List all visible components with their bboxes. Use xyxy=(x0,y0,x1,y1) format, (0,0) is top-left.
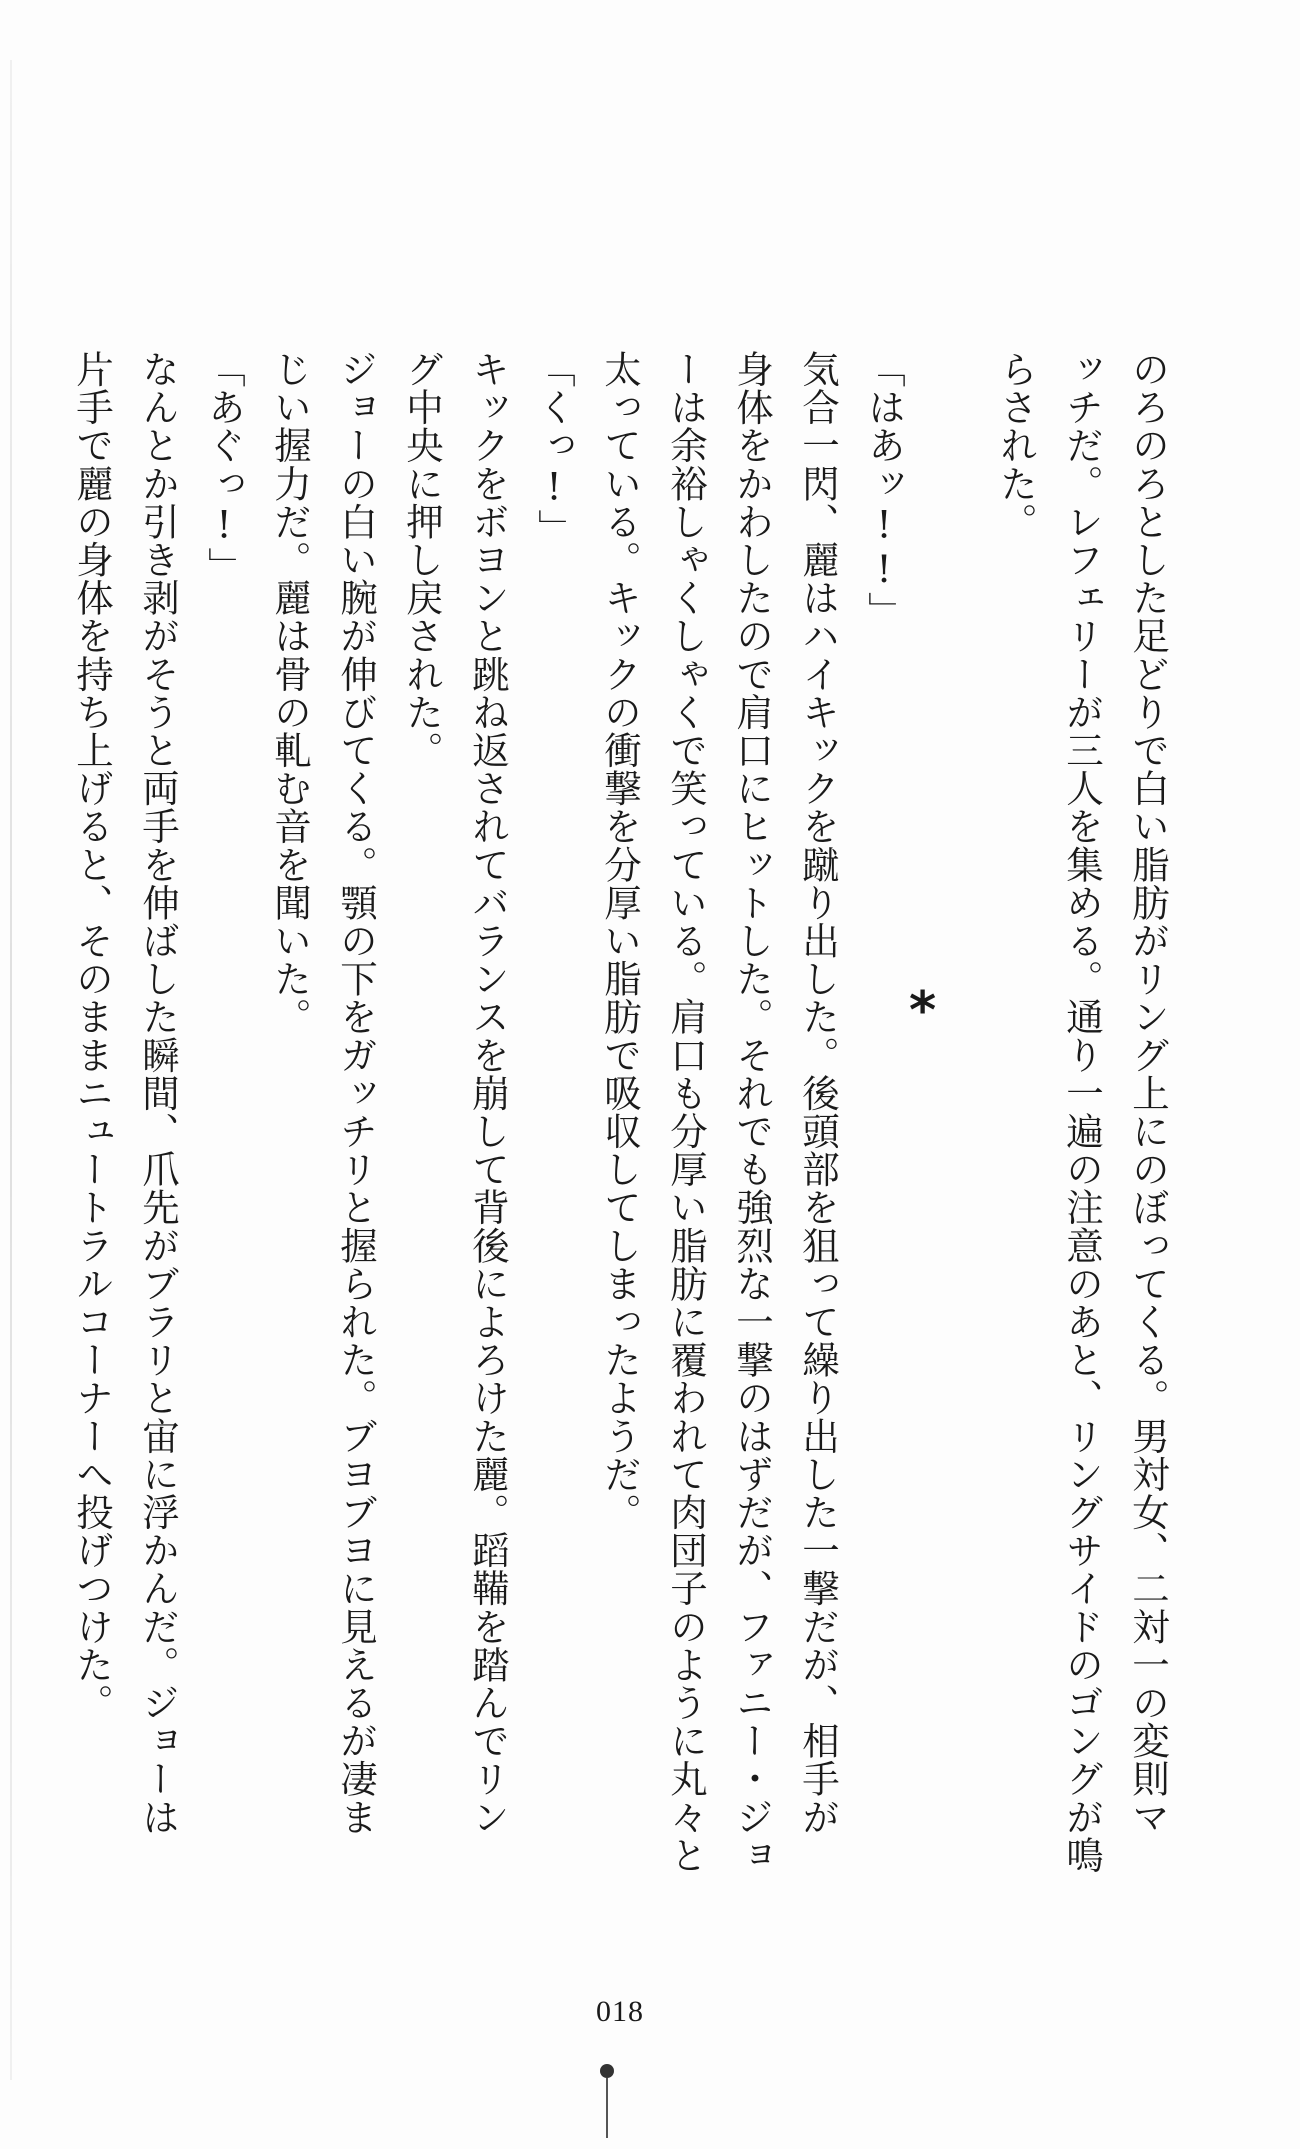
text-line-6: 身体をかわしたので肩口にヒットした。それでも強烈な一撃のはずだが、ファニー・ジョ xyxy=(730,350,774,1874)
scene-break-asterisk: * xyxy=(909,981,937,1041)
text-line-13: じい握力だ。麗は骨の軋む音を聞いた。 xyxy=(268,350,312,1036)
text-line-10: キックをボヨンと跳ね返されてバランスを崩して背後によろけた麗。蹈鞴を踏んでリン xyxy=(466,350,510,1836)
text-line-3: らされた。 xyxy=(994,350,1038,541)
text-line-15: なんとか引き剥がそうと両手を伸ばした瞬間、爪先がブラリと宙に浮かんだ。ジョーは xyxy=(136,350,180,1836)
text-line-1: のろのろとした足どりで白い脂肪がリング上にのぼってくる。男対女、二対一の変則マ xyxy=(1126,350,1170,1836)
text-line-11: グ中央に押し戻された。 xyxy=(400,350,444,770)
text-line-2: ッチだ。レフェリーが三人を集める。通り一遍の注意のあと、リングサイドのゴングが鳴 xyxy=(1060,350,1104,1874)
page-marker-icon xyxy=(600,2064,614,2078)
text-line-9: 「くっ!」 xyxy=(532,350,576,547)
text-line-12: ジョーの白い腕が伸びてくる。顎の下をガッチリと握られた。ブヨブヨに見えるが凄ま xyxy=(334,350,378,1836)
text-line-8: 太っている。キックの衝撃を分厚い脂肪で吸収してしまったようだ。 xyxy=(598,350,642,1532)
text-line-4: 「はあッ!!」 xyxy=(862,350,906,630)
page-edge-shadow xyxy=(10,60,12,2080)
text-line-16: 片手で麗の身体を持ち上げると、そのままニュートラルコーナーへ投げつけた。 xyxy=(70,350,114,1722)
page-marker-stem xyxy=(606,2078,608,2138)
text-line-14: 「あぐっ!」 xyxy=(202,350,246,586)
page-number: 018 xyxy=(596,1995,644,2028)
text-line-7: ーは余裕しゃくしゃくで笑っている。肩口も分厚い脂肪に覆われて肉団子のように丸々と xyxy=(664,350,708,1874)
text-line-5: 気合一閃、麗はハイキックを蹴り出した。後頭部を狙って繰り出した一撃だが、相手が xyxy=(796,350,840,1836)
